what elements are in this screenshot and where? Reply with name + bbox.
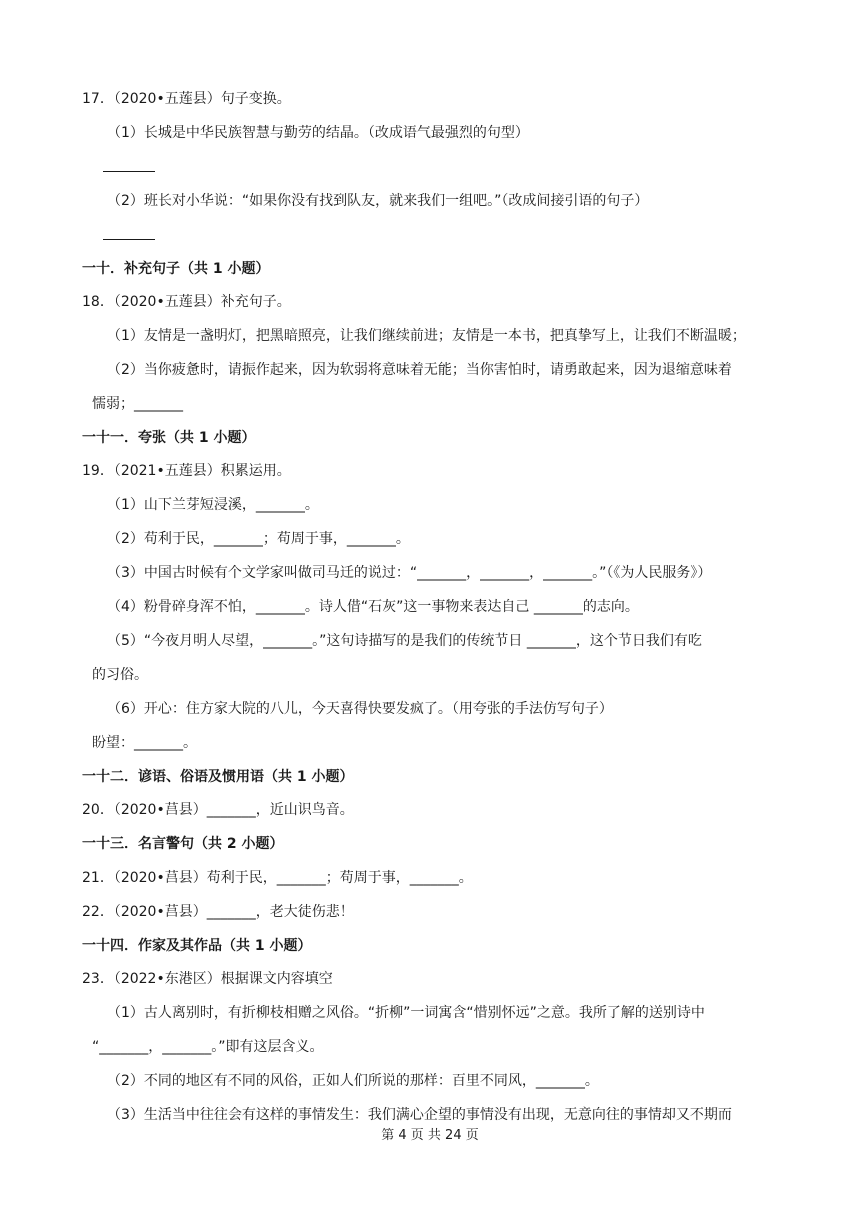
answer-blank: [103, 239, 155, 240]
question-23-part-3: （3）生活当中往往会有这样的事情发生：我们满心企望的事情没有出现，无意向往的事情却又不期而: [107, 1107, 732, 1123]
section-heading: 一十四．作家及其作品（共 1 小题）: [82, 938, 312, 954]
question-17-title: 17．（2020•五莲县）句子变换。: [82, 91, 291, 107]
question-19-part-6-answer: 盼望：_______。: [92, 735, 197, 751]
question-17-part-1: （1）长城是中华民族智慧与勤劳的结晶。（改成语气最强烈的句型）: [107, 125, 529, 141]
question-19-part-5: （5）“今夜月明人尽望，_______。”这句诗描写的是我们的传统节日 _______，这个节日我们有吃: [107, 633, 702, 649]
question-23-part-1: （1）古人离别时，有折柳枝相赠之风俗。“折柳”一词寓含“惜别怀远”之意。我所了解的送别诗中: [107, 1005, 705, 1021]
question-19-part-3: （3）中国古时候有个文学家叫做司马迁的说过：“_______，_______，_______。”（《为人民服务》）: [107, 565, 712, 581]
question-20: 20．（2020•莒县）_______，近山识鸟音。: [82, 802, 354, 818]
section-heading: 一十二．谚语、俗语及惯用语（共 1 小题）: [82, 769, 354, 785]
question-19-part-5-cont: 的习俗。: [92, 667, 148, 683]
question-19-part-1: （1）山下兰芽短浸溪，_______。: [107, 497, 319, 513]
section-heading: 一十三．名言警句（共 2 小题）: [82, 836, 284, 852]
question-21: 21．（2020•莒县）苟利于民，_______；苟周于事，_______。: [82, 870, 473, 886]
question-19-part-6: （6）开心：住方家大院的八儿，今天喜得快要发疯了。（用夸张的手法仿写句子）: [107, 701, 613, 717]
answer-blank: [103, 171, 155, 172]
question-19-part-4: （4）粉骨碎身浑不怕，_______。诗人借“石灰”这一事物来表达自己 _______的志向。: [107, 599, 639, 615]
section-heading: 一十．补充句子（共 1 小题）: [82, 261, 270, 277]
question-19-part-2: （2）苟利于民，_______；苟周于事，_______。: [107, 531, 410, 547]
section-heading: 一十一．夸张（共 1 小题）: [82, 430, 256, 446]
question-17-part-2: （2）班长对小华说：“如果你没有找到队友，就来我们一组吧。”（改成间接引语的句子）: [107, 193, 649, 209]
question-22: 22．（2020•莒县）_______，老大徒伤悲！: [82, 904, 354, 920]
question-18-part-1: （1）友情是一盏明灯，把黑暗照亮，让我们继续前进；友情是一本书，把真挚写上，让我们不断温暖；: [107, 328, 746, 344]
question-18-part-2: （2）当你疲惫时，请振作起来，因为软弱将意味着无能；当你害怕时，请勇敢起来，因为退缩意味着: [107, 362, 732, 378]
question-23-title: 23．（2022•东港区）根据课文内容填空: [82, 971, 333, 987]
question-23-part-1-cont: “_______，_______。”即有这层含义。: [92, 1039, 324, 1055]
question-23-part-2: （2）不同的地区有不同的风俗，正如人们所说的那样：百里不同风，_______。: [107, 1073, 599, 1089]
question-18-part-2-cont: 懦弱；_______: [92, 396, 183, 412]
question-19-title: 19．（2021•五莲县）积累运用。: [82, 463, 291, 479]
page-footer: 第 4 页 共 24 页: [381, 1128, 479, 1143]
question-18-title: 18．（2020•五莲县）补充句子。: [82, 294, 291, 310]
